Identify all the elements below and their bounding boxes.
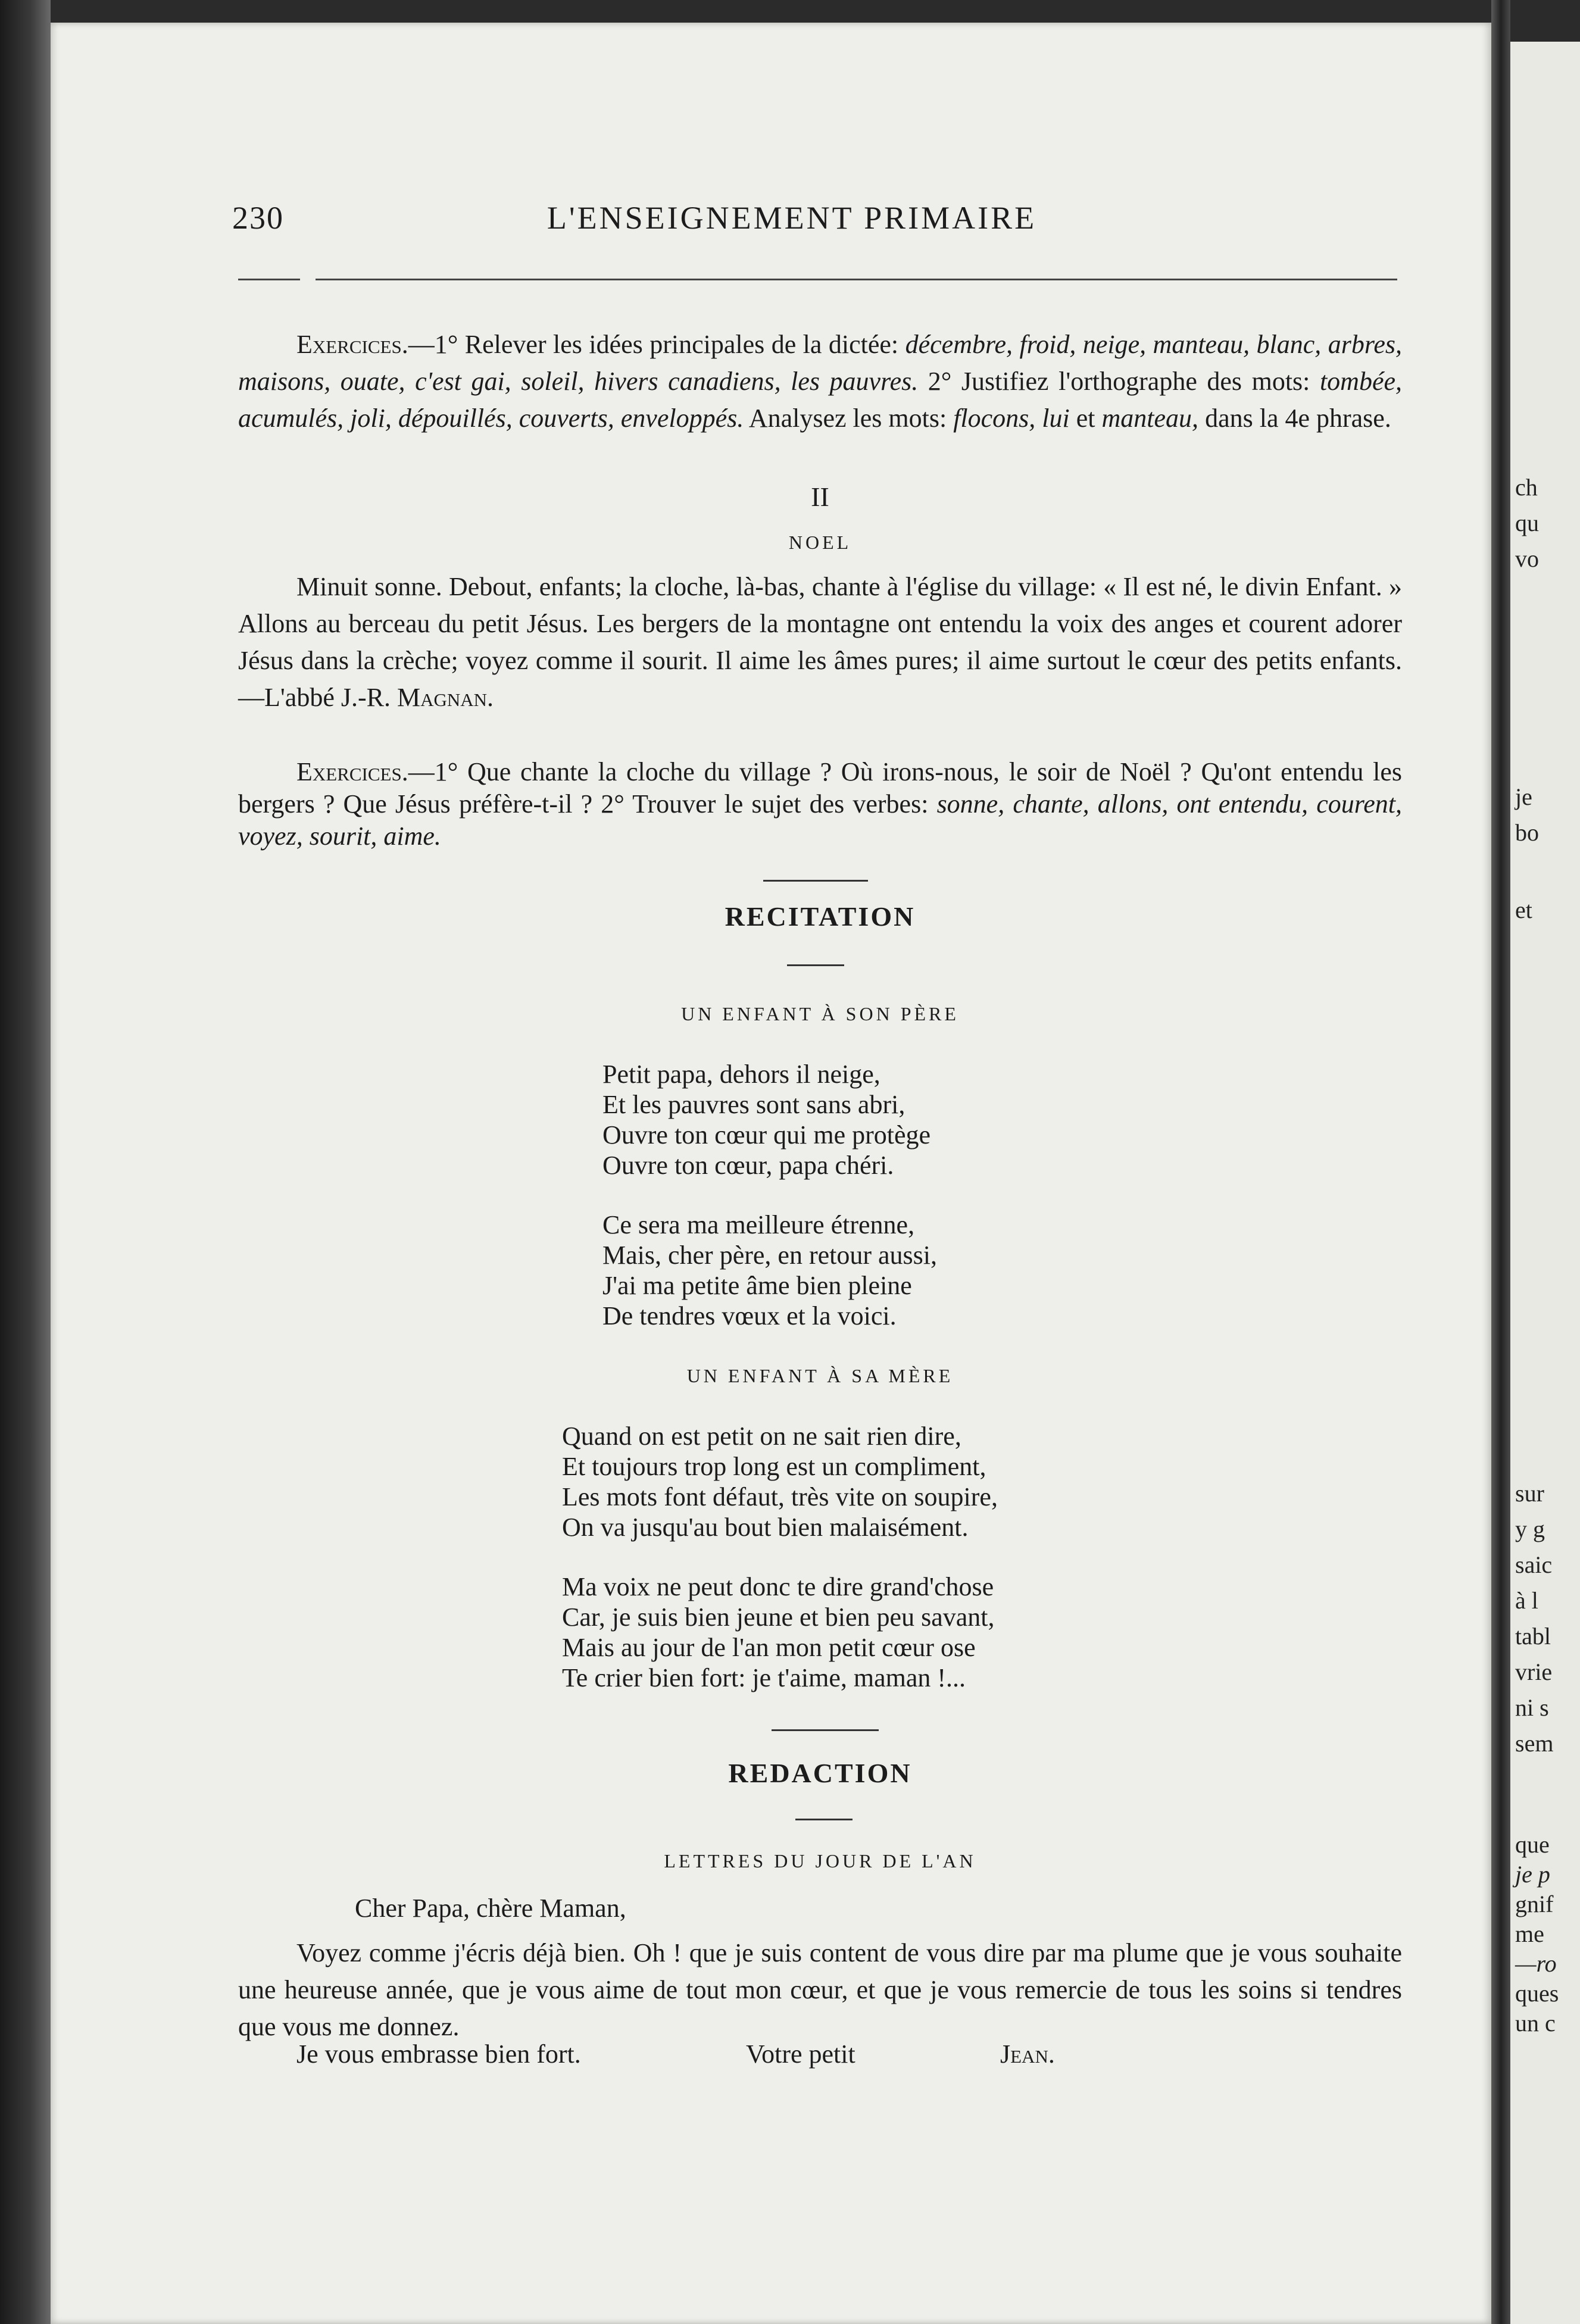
poem2-stanza2: [562, 1572, 994, 1693]
verse-line: Quand on est petit on ne sait rien dire,: [562, 1422, 961, 1451]
section-title-noel: NOEL: [788, 532, 852, 553]
verse-line: Mais, cher père, en retour aussi,: [602, 1241, 938, 1270]
exercise-text-2: 2° Justifiez l'orthographe des mots:: [918, 367, 1320, 396]
exercise-paragraph: [238, 326, 1402, 437]
journal-title: L'ENSEIGNEMENT PRIMAIRE: [547, 200, 1037, 236]
facing-fragment: et: [1515, 897, 1532, 923]
exercise-text-3: Analysez les mots:: [744, 404, 954, 433]
verse-line: Et les pauvres sont sans abri,: [602, 1090, 905, 1119]
page-number: 230: [232, 200, 284, 236]
exercise-words-3: flocons, lui: [953, 404, 1070, 433]
redaction-subtitle: LETTRES DU JOUR DE L'AN: [664, 1850, 976, 1872]
verse-line: On va jusqu'au bout bien malaisément.: [562, 1513, 969, 1542]
facing-fragment: je: [1515, 783, 1532, 810]
verse-line: Ouvre ton cœur qui me protège: [602, 1120, 931, 1149]
facing-fragment: —ro: [1515, 1950, 1557, 1977]
poem2-stanza1: [562, 1421, 998, 1542]
exercise-text-noel: —1° Que chante la cloche du village ? Où irons-nous, le soir de Noël ? Qu'ont entendu les bergers ? Que Jésus préfère-t-il ? 2° Trouver le sujet des verbes:: [238, 757, 1402, 819]
section-numeral: II: [811, 482, 829, 512]
facing-fragment: ni s: [1515, 1694, 1549, 1721]
verse-line: Ouvre ton cœur, papa chéri.: [602, 1151, 894, 1180]
facing-fragment: un c: [1515, 2010, 1556, 2036]
facing-fragment: gnif: [1515, 1891, 1554, 1917]
verse-line: J'ai ma petite âme bien pleine: [602, 1271, 912, 1300]
facing-fragment: que: [1515, 1831, 1550, 1858]
facing-fragment: sur: [1515, 1480, 1544, 1507]
verse-line: Ce sera ma meilleure étrenne,: [602, 1210, 915, 1239]
exercise-lead-2: Exercices.: [296, 757, 408, 786]
book-gutter: [1491, 0, 1510, 2324]
verse-line: Les mots font défaut, très vite on soupire,: [562, 1482, 998, 1511]
redaction-title: REDACTION: [728, 1758, 912, 1788]
exercise-text: —1° Relever les idées principales de la dictée:: [408, 330, 905, 359]
header-rule-short: [238, 279, 300, 280]
facing-fragment: vrie: [1515, 1658, 1553, 1685]
rule-below-redaction: [795, 1819, 853, 1820]
poem2-title: UN ENFANT À SA MÈRE: [686, 1365, 954, 1386]
verse-line: Et toujours trop long est un compliment,: [562, 1452, 986, 1481]
facing-page: [1510, 42, 1580, 2324]
facing-fragment: je p: [1515, 1861, 1550, 1888]
poem1-stanza1: [602, 1059, 930, 1180]
exercise-words-noel: sonne, chante, allons, ont entendu, courent, voyez, sourit, aime.: [238, 789, 1402, 851]
facing-fragment: ch: [1515, 474, 1538, 501]
exercise-block-1: [238, 326, 1402, 437]
letter-body-block: [238, 1935, 1402, 2045]
facing-fragment: me: [1515, 1920, 1544, 1947]
letter-signature: Jean.: [1000, 2039, 1055, 2069]
exercise-block-2: [238, 756, 1402, 852]
noel-body: Minuit sonne. Debout, enfants; la cloche, là-bas, chante à l'église du village: « Il est né, le divin Enfant. » Allons au berceau du petit Jésus. Les bergers de la montagne ont entendu la voix des anges et courent adorer Jésus dans la crèche; voyez comme il sourit. Il aime les âmes pures; il aime surtout le cœur des petits enfants.—L'abbé J.-R.: [238, 572, 1402, 712]
verse-line: Ma voix ne peut donc te dire grand'chose: [562, 1572, 994, 1601]
header-rule-long: [316, 279, 1397, 280]
noel-paragraph: [238, 568, 1402, 716]
rule-below-recitation: [787, 964, 844, 966]
exercise-words-4: manteau,: [1101, 404, 1199, 433]
verse-line: Te crier bien fort: je t'aime, maman !...: [562, 1663, 966, 1692]
letter-closing: Je vous embrasse bien fort.: [296, 2039, 581, 2069]
exercise-text-5: dans la 4e phrase.: [1198, 404, 1391, 433]
letter-closing-2: Votre petit: [746, 2039, 855, 2069]
rule-above-recitation: [763, 880, 868, 882]
poem1-title: UN ENFANT À SON PÈRE: [681, 1003, 959, 1024]
facing-fragment: qu: [1515, 510, 1539, 536]
rule-above-redaction: [772, 1729, 879, 1731]
facing-fragment: bo: [1515, 819, 1539, 846]
exercise-words: décembre, froid, neige, manteau, blanc, arbres, maisons, ouate, c'est gai, soleil, hivers canadiens, les pauvres.: [238, 330, 1403, 396]
letter-salutation: Cher Papa, chère Maman,: [355, 1894, 626, 1923]
facing-fragment: à l: [1515, 1587, 1538, 1614]
exercise-words-2: tombée, acumulés, joli, dépouillés, couverts, enveloppés.: [238, 367, 1402, 433]
poem1-stanza2: [602, 1210, 937, 1331]
facing-fragment: sem: [1515, 1730, 1554, 1757]
noel-author: Magnan.: [397, 683, 494, 712]
noel-text-block: [238, 568, 1402, 716]
facing-fragment: tabl: [1515, 1623, 1551, 1650]
letter-body: Voyez comme j'écris déjà bien. Oh ! que je suis content de vous dire par ma plume que je vous souhaite une heureuse année, que je vous aime de tout mon cœur, et que je vous remercie de tous les soins si tendres que vous me donnez.: [238, 1938, 1402, 2041]
facing-fragment: saic: [1515, 1551, 1553, 1578]
exercise-paragraph-2: [238, 756, 1402, 852]
recitation-title: RECITATION: [725, 901, 916, 932]
verse-line: Petit papa, dehors il neige,: [602, 1060, 880, 1089]
facing-fragment: ques: [1515, 1980, 1559, 2007]
verse-line: Car, je suis bien jeune et bien peu savant,: [562, 1603, 995, 1632]
exercise-text-4: et: [1069, 404, 1102, 433]
exercise-lead: Exercices.: [296, 330, 408, 359]
facing-fragment: vo: [1515, 545, 1539, 572]
running-head: [185, 199, 1399, 235]
verse-line: De tendres vœux et la voici.: [602, 1301, 897, 1330]
facing-fragment: y g: [1515, 1516, 1545, 1542]
verse-line: Mais au jour de l'an mon petit cœur ose: [562, 1633, 976, 1662]
scan-left-border: [0, 0, 51, 2324]
